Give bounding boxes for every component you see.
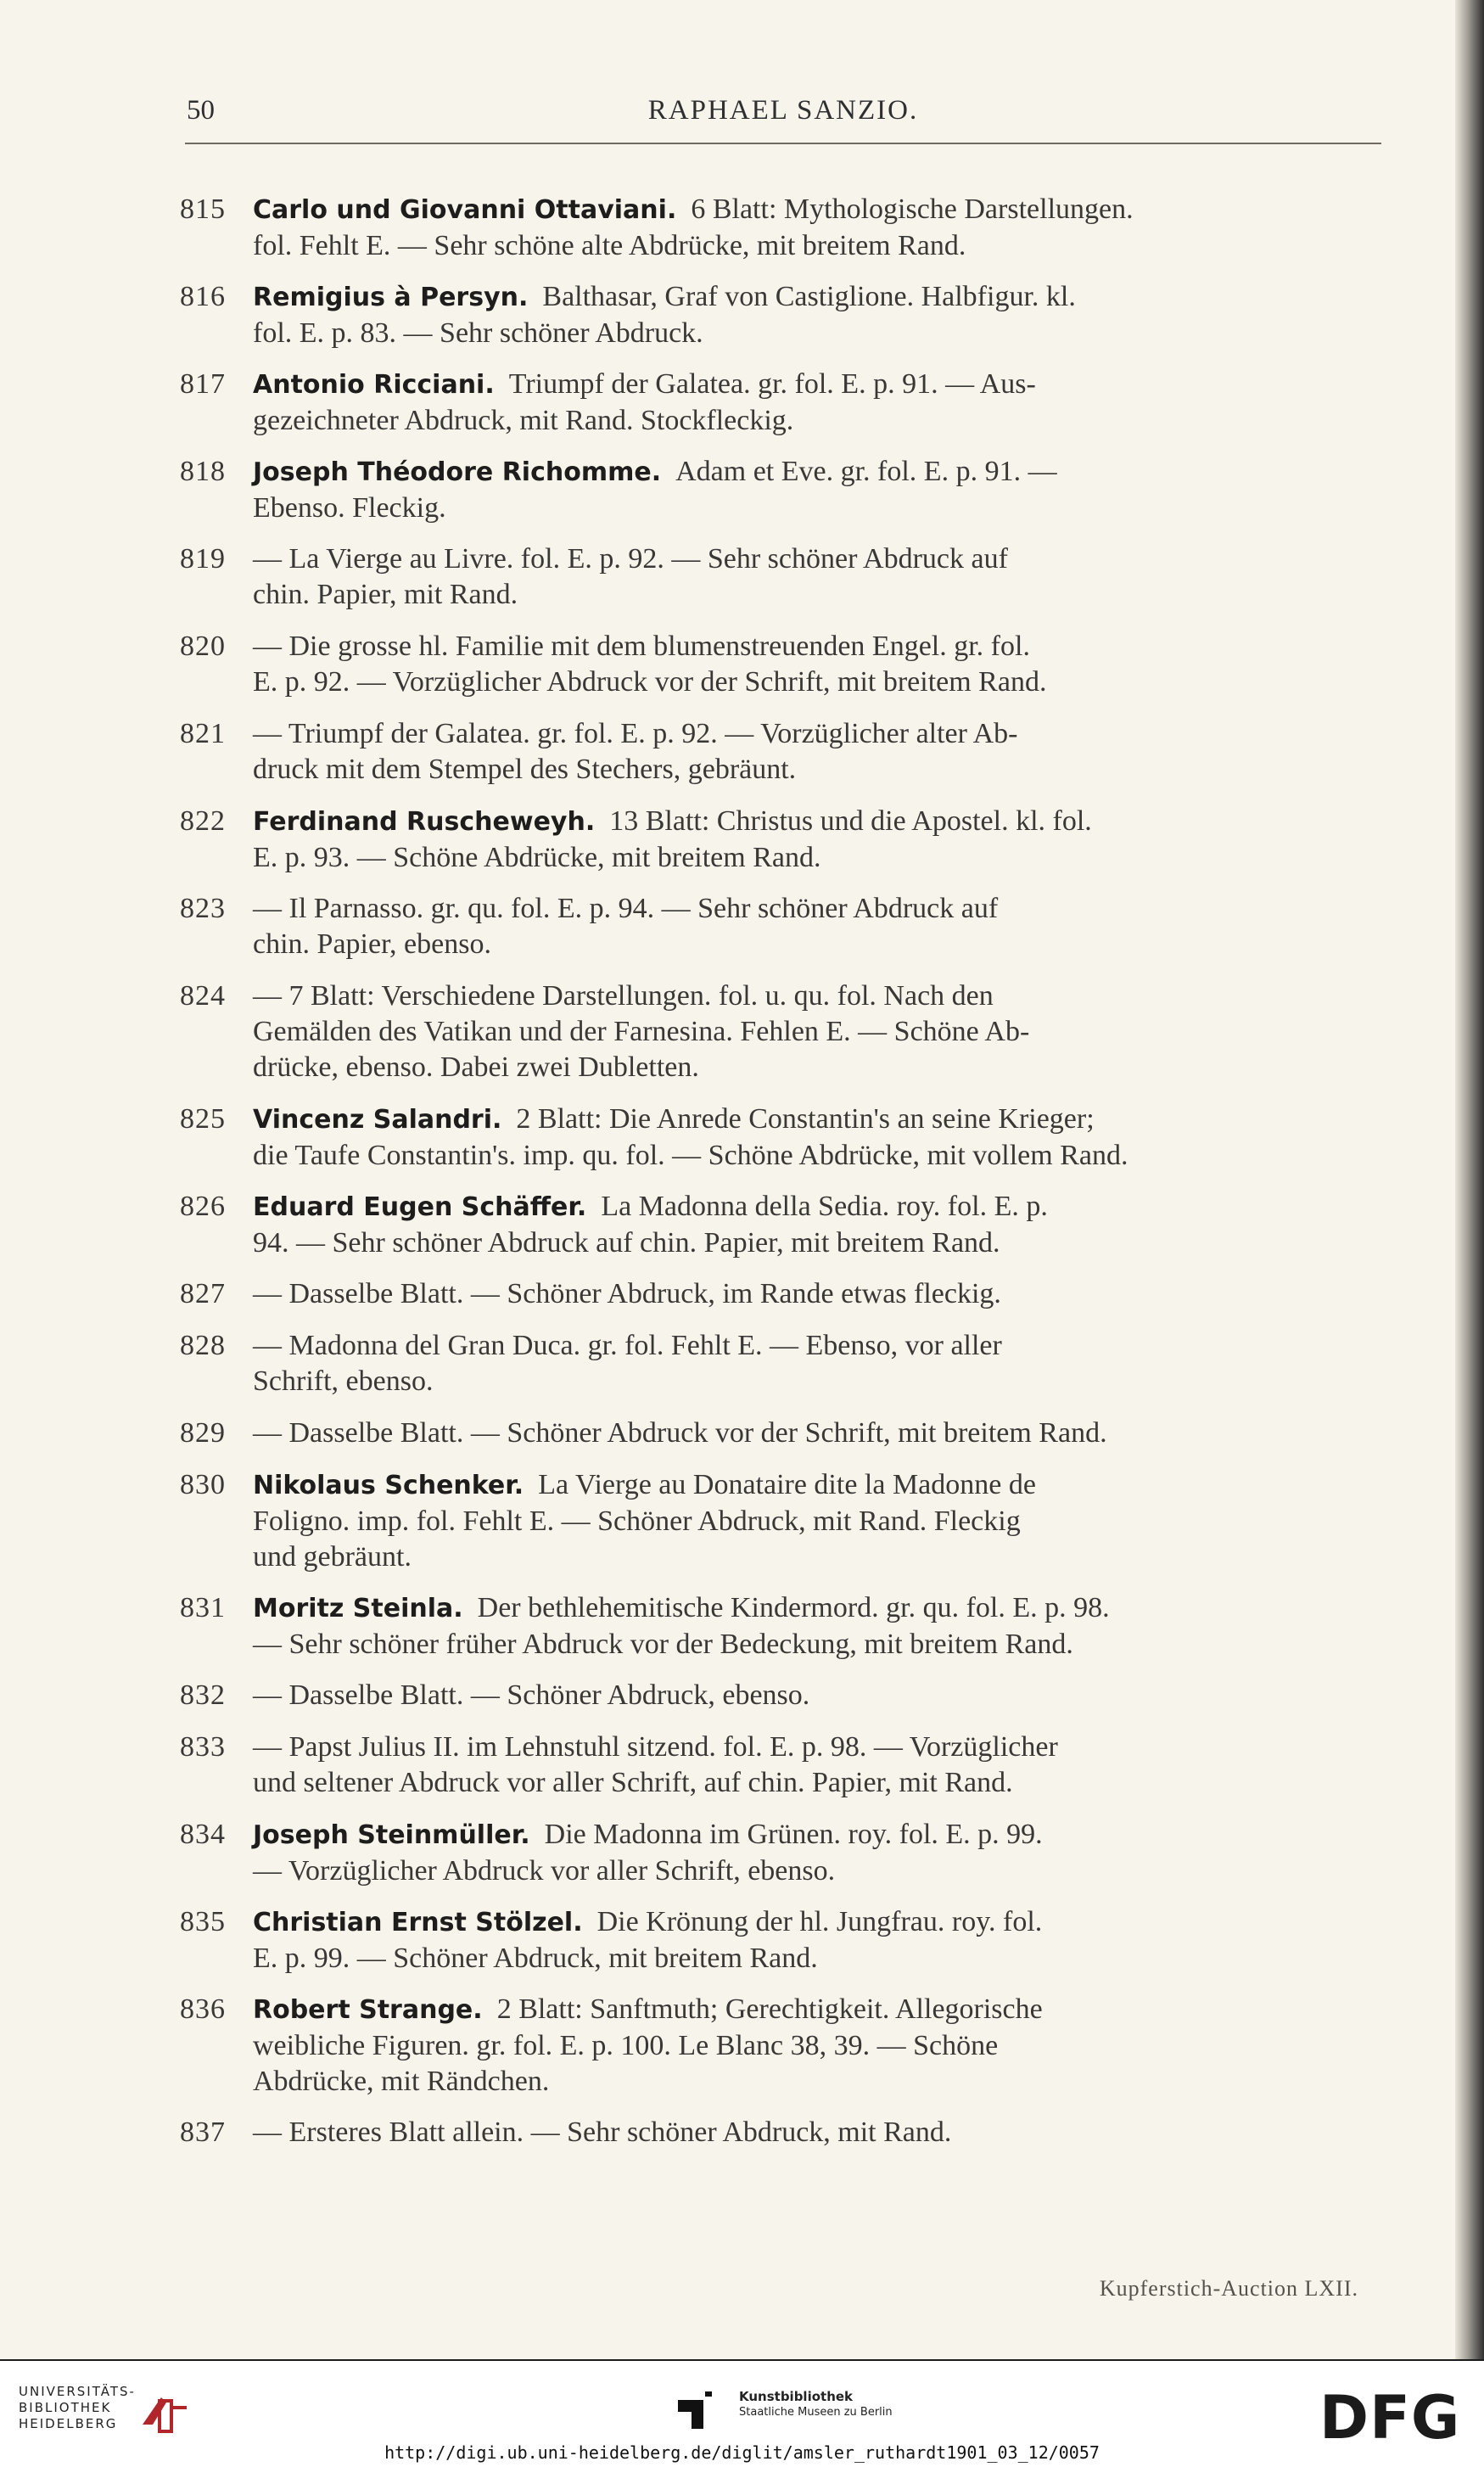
lot-number: 828 (180, 1330, 226, 1361)
lot-number: 826 (180, 1191, 226, 1222)
entry-description: — Dasselbe Blatt. — Schöner Abdruck vor der Schrift, mit breitem Rand. (253, 1417, 1107, 1449)
entry-text (253, 1904, 1378, 1976)
catalogue-entry (180, 1416, 1378, 1451)
dfg-logo[interactable]: DFG (1319, 2383, 1461, 2453)
catalogue-entry (180, 716, 1378, 788)
catalogue-entry (180, 1189, 1378, 1261)
entry-text (253, 804, 1378, 876)
catalogue-entry (180, 891, 1378, 962)
entry-text (253, 1189, 1378, 1261)
entry-text (253, 541, 1378, 613)
entry-description: Die Madonna im Grünen. roy. fol. E. p. 99. (544, 1819, 1043, 1850)
entry-continuation-line: Foligno. imp. fol. Fehlt E. — Schöner Abdruck, mit Rand. Fleckig (253, 1505, 1021, 1537)
catalogue-entry (180, 1904, 1378, 1976)
lot-number: 818 (180, 456, 226, 487)
entry-description: La Vierge au Donataire dite la Madonne de (538, 1469, 1036, 1500)
entry-continuation-line: Gemälden des Vatikan und der Farnesina. Fehlen E. — Schöne Ab- (253, 1016, 1030, 1047)
entry-first-line (253, 1328, 1378, 1364)
digitization-footer (0, 2359, 1484, 2467)
engraver-name: Remigius à Persyn. (253, 283, 529, 312)
lot-number: 822 (180, 805, 226, 837)
entry-description: Balthasar, Graf von Castiglione. Halbfigur. kl. (542, 281, 1076, 312)
entry-continuation-line: E. p. 92. — Vorzüglicher Abdruck vor der Schrift, mit breitem Rand. (253, 666, 1047, 698)
lot-number: 833 (180, 1731, 226, 1763)
entry-text (253, 716, 1378, 788)
entry-first-line (253, 1189, 1378, 1225)
entry-continuation-line: weibliche Figuren. gr. fol. E. p. 100. Le Blanc 38, 39. — Schöne (253, 2030, 999, 2061)
entry-description: Die Krönung der hl. Jungfrau. roy. fol. (596, 1906, 1043, 1937)
entry-first-line (253, 978, 1378, 1014)
entry-description: Triumpf der Galatea. gr. fol. E. p. 91. — Aus- (508, 368, 1036, 400)
entry-description: — La Vierge au Livre. fol. E. p. 92. — Sehr schöner Abdruck auf (253, 543, 1008, 575)
entry-first-line (253, 629, 1378, 664)
entry-description: 2 Blatt: Sanftmuth; Gerechtigkeit. Allegorische (496, 1993, 1043, 2025)
entry-description: Der bethlehemitische Kindermord. gr. qu. fol. E. p. 98. (477, 1592, 1110, 1623)
lot-number: 819 (180, 543, 226, 575)
page-edge-shadow (1455, 0, 1484, 2359)
entry-text (253, 1276, 1378, 1312)
entry-continuation-line: E. p. 93. — Schöne Abdrücke, mit breitem Rand. (253, 842, 821, 873)
lot-number: 815 (180, 193, 226, 225)
university-library-logo[interactable] (19, 2384, 188, 2443)
lot-number: 827 (180, 1278, 226, 1309)
catalogue-entry (180, 629, 1378, 700)
entry-text (253, 192, 1378, 264)
entry-text (253, 279, 1378, 351)
engraver-name: Moritz Steinla. (253, 1594, 463, 1623)
page-number: 50 (187, 95, 215, 126)
catalogue-entry (180, 804, 1378, 876)
entry-text (253, 1730, 1378, 1801)
engraver-name: Antonio Ricciani. (253, 370, 495, 400)
entry-text (253, 1590, 1378, 1662)
catalogue-entry (180, 541, 1378, 613)
lot-number: 836 (180, 1993, 226, 2025)
lot-number: 817 (180, 368, 226, 400)
entry-continuation-line: gezeichneter Abdruck, mit Rand. Stockfleckig. (253, 405, 794, 436)
entry-text (253, 367, 1378, 439)
entry-first-line (253, 1904, 1378, 1941)
entry-first-line (253, 1416, 1378, 1451)
entry-text (253, 1467, 1378, 1575)
catalogue-entry (180, 1467, 1378, 1575)
entry-continuation-line: fol. E. p. 83. — Sehr schöner Abdruck. (253, 317, 703, 349)
entry-continuation-line: — Vorzüglicher Abdruck vor aller Schrift, ebenso. (253, 1855, 836, 1887)
entry-text (253, 1416, 1378, 1451)
lot-number: 821 (180, 718, 226, 749)
entry-text (253, 1992, 1378, 2100)
lot-number: 832 (180, 1679, 226, 1711)
engraver-name: Nikolaus Schenker. (253, 1471, 524, 1500)
lot-number: 831 (180, 1592, 226, 1623)
engraver-name: Robert Strange. (253, 1995, 483, 2025)
entry-description: — Triumpf der Galatea. gr. fol. E. p. 92. — Vorzüglicher alter Ab- (253, 718, 1018, 749)
entry-text (253, 454, 1378, 526)
entry-text (253, 2115, 1378, 2150)
entry-first-line (253, 1467, 1378, 1504)
entry-description: — Ersteres Blatt allein. — Sehr schöner Abdruck, mit Rand. (253, 2117, 952, 2148)
entry-first-line (253, 1730, 1378, 1765)
entry-continuation-line: 94. — Sehr schöner Abdruck auf chin. Papier, mit breitem Rand. (253, 1227, 1000, 1259)
engraver-name: Vincenz Salandri. (253, 1105, 502, 1135)
university-line: UNIVERSITÄTS- (19, 2384, 136, 2399)
entry-first-line (253, 1102, 1378, 1138)
entry-first-line (253, 1678, 1378, 1713)
entry-continuation-line: Schrift, ebenso. (253, 1365, 434, 1397)
entry-continuation-line: fol. Fehlt E. — Sehr schöne alte Abdrücke, mit breitem Rand. (253, 230, 966, 261)
lot-number: 837 (180, 2117, 226, 2148)
kunstbibliothek-subtitle: Staatliche Museen zu Berlin (739, 2406, 893, 2419)
entry-continuation-line: und gebräunt. (253, 1541, 412, 1573)
entry-continuation-line: und seltener Abdruck vor aller Schrift, auf chin. Papier, mit Rand. (253, 1767, 1013, 1798)
entry-description: — Dasselbe Blatt. — Schöner Abdruck, ebenso. (253, 1679, 810, 1711)
entry-description: 13 Blatt: Christus und die Apostel. kl. fol. (609, 805, 1092, 837)
entry-description: 2 Blatt: Die Anrede Constantin's an seine Krieger; (516, 1103, 1095, 1135)
university-emblem-icon (137, 2391, 192, 2442)
catalogue-entry (180, 978, 1378, 1085)
catalogue-entry (180, 1678, 1378, 1713)
catalogue-entry (180, 1730, 1378, 1801)
engraver-name: Joseph Steinmüller. (253, 1820, 530, 1850)
entry-description: Adam et Eve. gr. fol. E. p. 91. — (675, 456, 1057, 487)
entry-continuation-line: chin. Papier, ebenso. (253, 928, 491, 960)
catalogue-entry (180, 279, 1378, 351)
catalogue-entry (180, 1328, 1378, 1399)
entry-first-line (253, 891, 1378, 927)
entry-continuation-line: E. p. 99. — Schöner Abdruck, mit breitem Rand. (253, 1943, 818, 1974)
entry-first-line (253, 367, 1378, 403)
lot-number: 829 (180, 1417, 226, 1449)
entry-first-line (253, 279, 1378, 316)
entry-first-line (253, 1276, 1378, 1312)
entry-description: — Madonna del Gran Duca. gr. fol. Fehlt E. — Ebenso, vor aller (253, 1330, 1002, 1361)
page-header (185, 92, 1381, 144)
engraver-name: Ferdinand Ruscheweyh. (253, 807, 596, 837)
running-title: RAPHAEL SANZIO. (647, 95, 919, 126)
footer-note: Kupferstich-Auction LXII. (1099, 2276, 1358, 2301)
entry-first-line (253, 192, 1378, 228)
catalogue-entry (180, 192, 1378, 264)
entry-text (253, 891, 1378, 962)
lot-number: 835 (180, 1906, 226, 1937)
kunstbibliothek-title: Kunstbibliothek (739, 2389, 854, 2404)
entry-first-line (253, 716, 1378, 752)
entry-description: — Papst Julius II. im Lehnstuhl sitzend. fol. E. p. 98. — Vorzüglicher (253, 1731, 1058, 1763)
entry-first-line (253, 541, 1378, 577)
lot-number: 824 (180, 980, 226, 1012)
entry-text (253, 1678, 1378, 1713)
entry-first-line (253, 2115, 1378, 2150)
catalogue-entry (180, 1817, 1378, 1889)
engraver-name: Eduard Eugen Schäffer. (253, 1192, 587, 1222)
entry-continuation-line: drücke, ebenso. Dabei zwei Dubletten. (253, 1051, 699, 1083)
entry-first-line (253, 804, 1378, 840)
entry-continuation-line: druck mit dem Stempel des Stechers, gebräunt. (253, 754, 797, 785)
entry-description: — Dasselbe Blatt. — Schöner Abdruck, im Rande etwas fleckig. (253, 1278, 1001, 1309)
catalogue-entry (180, 454, 1378, 526)
lot-number: 823 (180, 893, 226, 924)
entry-first-line (253, 1590, 1378, 1627)
kunstbibliothek-logo[interactable] (675, 2386, 895, 2437)
entry-text (253, 1102, 1378, 1174)
entry-description: 6 Blatt: Mythologische Darstellungen. (691, 193, 1134, 225)
entry-continuation-line: die Taufe Constantin's. imp. qu. fol. — Schöne Abdrücke, mit vollem Rand. (253, 1140, 1128, 1171)
entry-continuation-line: Ebenso. Fleckig. (253, 492, 446, 524)
permalink-url[interactable]: http://digi.ub.uni-heidelberg.de/diglit/amsler_ruthardt1901_03_12/0057 (384, 2442, 1100, 2463)
entry-description: — Il Parnasso. gr. qu. fol. E. p. 94. — Sehr schöner Abdruck auf (253, 893, 999, 924)
entry-continuation-line: — Sehr schöner früher Abdruck vor der Bedeckung, mit breitem Rand. (253, 1629, 1073, 1660)
lot-number: 825 (180, 1103, 226, 1135)
engraver-name: Christian Ernst Stölzel. (253, 1908, 583, 1937)
entry-first-line (253, 1992, 1378, 2028)
university-line: BIBLIOTHEK (19, 2400, 112, 2415)
kunstbibliothek-emblem-icon (675, 2390, 727, 2432)
catalogue-entry (180, 1102, 1378, 1174)
catalogue-entry (180, 367, 1378, 439)
entry-text (253, 629, 1378, 700)
entry-first-line (253, 1817, 1378, 1853)
lot-number: 820 (180, 631, 226, 662)
lot-number: 816 (180, 281, 226, 312)
university-line: HEIDELBERG (19, 2416, 118, 2431)
catalogue-entry (180, 1992, 1378, 2100)
catalogue-entry (180, 1276, 1378, 1312)
entry-continuation-line: Abdrücke, mit Rändchen. (253, 2066, 550, 2097)
entry-description: La Madonna della Sedia. roy. fol. E. p. (601, 1191, 1048, 1222)
entry-text (253, 1817, 1378, 1889)
entry-text (253, 978, 1378, 1085)
entry-description: — 7 Blatt: Verschiedene Darstellungen. fol. u. qu. fol. Nach den (253, 980, 994, 1012)
entry-first-line (253, 454, 1378, 491)
entry-continuation-line: chin. Papier, mit Rand. (253, 579, 518, 610)
lot-number: 834 (180, 1819, 226, 1850)
entry-text (253, 1328, 1378, 1399)
entry-description: — Die grosse hl. Familie mit dem blumenstreuenden Engel. gr. fol. (253, 631, 1030, 662)
catalogue-entry (180, 1590, 1378, 1662)
catalogue-entry (180, 2115, 1378, 2150)
engraver-name: Carlo und Giovanni Ottaviani. (253, 195, 677, 225)
engraver-name: Joseph Théodore Richomme. (253, 457, 662, 487)
lot-number: 830 (180, 1469, 226, 1500)
